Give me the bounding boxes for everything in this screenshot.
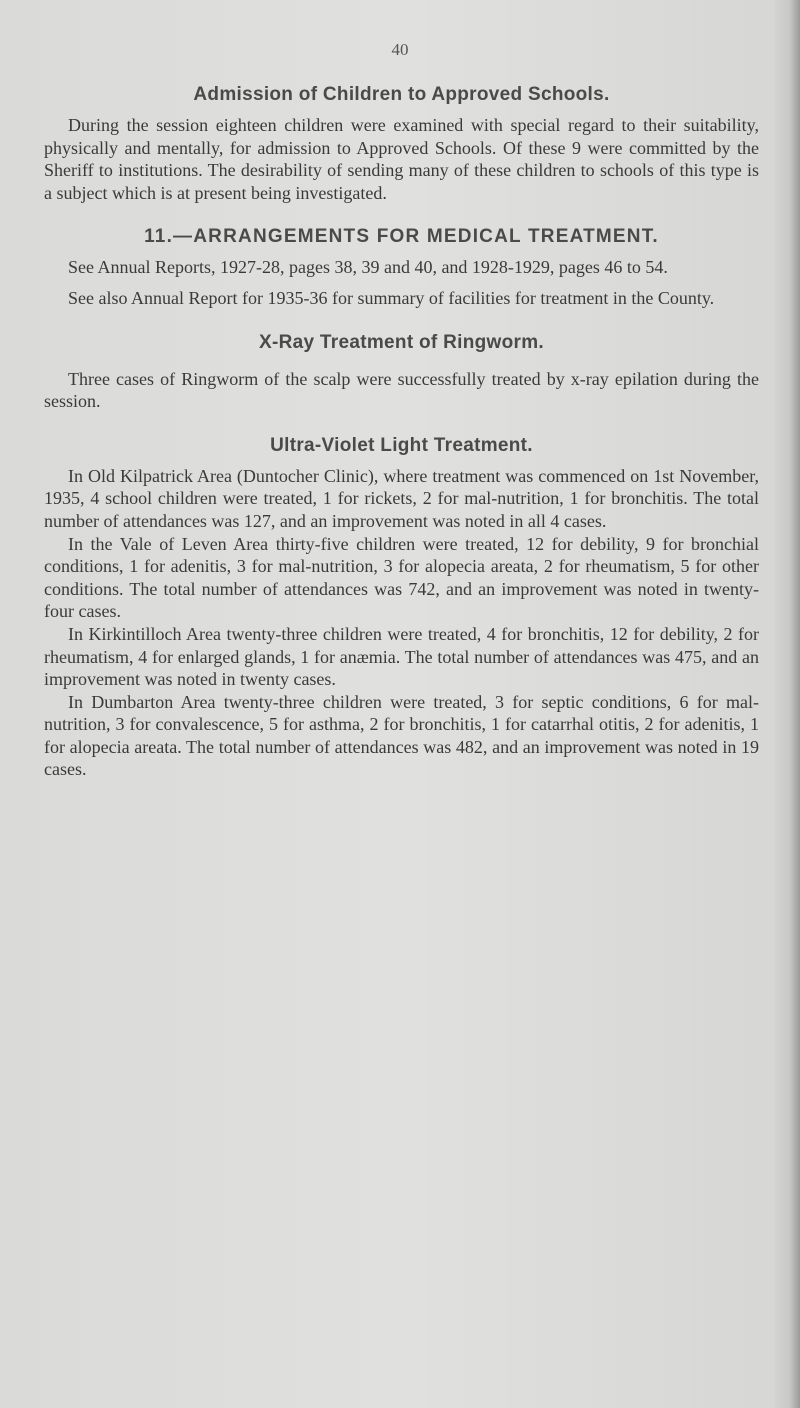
page-number: 40 xyxy=(391,40,409,59)
heading-ultraviolet: Ultra-Violet Light Treatment. xyxy=(270,434,533,456)
page-edge-shadow xyxy=(774,0,800,1408)
document-body xyxy=(44,84,759,781)
paragraph-arrangements-2: See also Annual Report for 1935-36 for summary of facilities for treatment in the County. xyxy=(68,287,715,308)
paragraph-admission: During the session eighteen children were examined with special regard to their suitability, physically and mentally, for admission to Approved Schools. Of these 9 were committed by the Sheriff to institutions. The desirability of sending many of these children to schools of this type is a subject which is at present being investigated. xyxy=(44,115,759,203)
paragraph-arrangements-1: See Annual Reports, 1927-28, pages 38, 39 and 40, and 1928-1929, pages 46 to 54. xyxy=(68,257,668,278)
paragraph-vale-of-leven: In the Vale of Leven Area thirty-five children were treated, 12 for debility, 9 for bronchial conditions, 1 for adenitis, 3 for mal-nutrition, 3 for alopecia areata, 2 for rheumatism, 5 for other conditions. The total number of attendances was 742, and an improvement was noted in twenty-four cases. xyxy=(44,533,759,622)
heading-xray: X-Ray Treatment of Ringworm. xyxy=(259,331,544,353)
paragraph-old-kilpatrick: In Old Kilpatrick Area (Duntocher Clinic), where treatment was commenced on 1st November, 1935, 4 school children were treated, 1 for rickets, 2 for mal-nutrition, 1 for bronchitis. The total number of attendances was 127, and an improvement was noted in all 4 cases. xyxy=(44,465,759,531)
paragraph-kirkintilloch: In Kirkintilloch Area twenty-three children were treated, 4 for bronchitis, 12 for debility, 2 for rheumatism, 4 for enlarged glands, 1 for anæmia. The total number of attendances was 475, and an improvement was noted in twenty cases. xyxy=(44,623,759,690)
paragraph-xray: Three cases of Ringworm of the scalp were successfully treated by x-ray epilation during the session. xyxy=(44,368,759,412)
heading-arrangements: 11.—ARRANGEMENTS FOR MEDICAL TREATMENT. xyxy=(144,226,659,248)
paragraph-dumbarton: In Dumbarton Area twenty-three children were treated, 3 for septic conditions, 6 for mal-nutrition, 3 for convalescence, 5 for asthma, 2 for bronchitis, 1 for catarrhal otitis, 2 for adenitis, 1 for alopecia areata. The total number of attendances was 482, and an improvement was noted in 19 cases. xyxy=(44,691,759,780)
heading-admission: Admission of Children to Approved Schools. xyxy=(193,84,610,105)
